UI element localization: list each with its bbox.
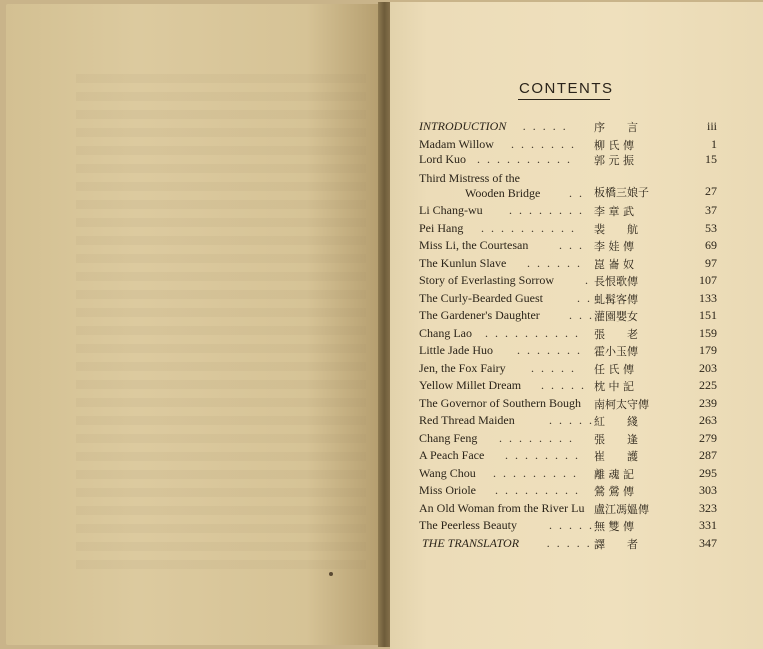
toc-title: Chang Lao bbox=[419, 326, 472, 340]
leader-dots: . . . . . . . bbox=[511, 137, 576, 151]
toc-entry[interactable] bbox=[419, 518, 719, 536]
toc-page-number: 303 bbox=[699, 483, 717, 497]
toc-chinese-title: 序 言 bbox=[594, 121, 638, 134]
toc-title: Little Jade Huo bbox=[419, 343, 493, 357]
toc-page-number: 225 bbox=[699, 378, 717, 392]
toc-entry[interactable] bbox=[419, 361, 719, 379]
toc-page-number: 159 bbox=[699, 326, 717, 340]
leader-dots: . . . . . . . . . . bbox=[485, 326, 580, 340]
toc-chinese-title: 盧江馮媼傳 bbox=[594, 503, 649, 516]
toc-title: Jen, the Fox Fairy bbox=[419, 361, 506, 375]
toc-page-number: 347 bbox=[699, 536, 717, 550]
toc-chinese-title: 裴 航 bbox=[594, 223, 638, 236]
toc-entry[interactable] bbox=[419, 291, 719, 309]
leader-dots: . . . . . . . . bbox=[509, 203, 584, 217]
toc-entry[interactable] bbox=[419, 238, 719, 256]
leader-dots: . . . . . . . . bbox=[505, 448, 580, 462]
leader-dots: . . . . . bbox=[549, 413, 594, 427]
toc-entry[interactable] bbox=[419, 378, 719, 396]
toc-page-number: 287 bbox=[699, 448, 717, 462]
toc-title: The Peerless Beauty bbox=[419, 518, 517, 532]
leader-dots: . . bbox=[577, 291, 592, 305]
toc-entry[interactable] bbox=[419, 152, 719, 170]
toc-chinese-title: 李 章 武 bbox=[594, 205, 634, 218]
toc-page-number: 295 bbox=[699, 466, 717, 480]
toc-title: Lord Kuo bbox=[419, 152, 466, 166]
toc-entry[interactable] bbox=[419, 466, 719, 484]
toc-entry[interactable] bbox=[419, 273, 719, 291]
toc-entry[interactable] bbox=[419, 396, 719, 414]
toc-page-number: 69 bbox=[705, 238, 717, 252]
toc-page-number: 203 bbox=[699, 361, 717, 375]
toc-entry[interactable] bbox=[419, 119, 719, 137]
toc-title: Red Thread Maiden bbox=[419, 413, 515, 427]
toc-title: Miss Li, the Courtesan bbox=[419, 238, 529, 252]
toc-title: Third Mistress of the bbox=[419, 171, 520, 185]
toc-chinese-title: 無 雙 傳 bbox=[594, 520, 634, 533]
toc-entry[interactable] bbox=[419, 448, 719, 466]
toc-chinese-title: 譯 者 bbox=[594, 538, 638, 551]
leader-dots: . . . . . . . . bbox=[499, 431, 574, 445]
toc-chinese-title: 崔 護 bbox=[594, 450, 638, 463]
leader-dots: . . bbox=[569, 186, 584, 200]
toc-chinese-title: 虬髯客傳 bbox=[594, 293, 638, 306]
toc-title: The Governor of Southern Bough bbox=[419, 396, 581, 410]
toc-page-number: 97 bbox=[705, 256, 717, 270]
leader-dots: . . . . . . . bbox=[517, 343, 582, 357]
toc-title: The Gardener's Daughter bbox=[419, 308, 540, 322]
toc-page-number: 323 bbox=[699, 501, 717, 515]
toc-title: Wang Chou bbox=[419, 466, 476, 480]
toc-page-number: 15 bbox=[705, 152, 717, 166]
leader-dots: . . . . . bbox=[523, 119, 568, 133]
toc-page-number: 1 bbox=[711, 137, 717, 151]
leader-dots: . . . . . . . . . bbox=[493, 466, 578, 480]
toc-title: The Kunlun Slave bbox=[419, 256, 507, 270]
leader-dots: . . . bbox=[559, 238, 584, 252]
toc-entry[interactable] bbox=[419, 171, 719, 203]
leader-dots: . . . bbox=[569, 308, 594, 322]
leader-dots: . . . . . . . . . . bbox=[477, 152, 572, 166]
toc-title: An Old Woman from the River Lu bbox=[419, 501, 585, 515]
leader-dots: . . . . . . . . . . bbox=[481, 221, 576, 235]
toc-entry[interactable] bbox=[419, 343, 719, 361]
toc-page-number: 37 bbox=[705, 203, 717, 217]
toc-entry[interactable] bbox=[419, 536, 719, 554]
leader-dots: . . . . . . . . . bbox=[495, 483, 580, 497]
toc-title: INTRODUCTION bbox=[419, 119, 507, 133]
toc-page-number: 279 bbox=[699, 431, 717, 445]
toc-entry[interactable] bbox=[419, 221, 719, 239]
toc-title: Li Chang-wu bbox=[419, 203, 483, 217]
toc-page-number: iii bbox=[706, 119, 717, 133]
toc-title: THE TRANSLATOR bbox=[422, 536, 520, 550]
toc-title: Story of Everlasting Sorrow bbox=[419, 273, 554, 287]
toc-entry[interactable] bbox=[419, 326, 719, 344]
toc-chinese-title: 郭 元 振 bbox=[594, 154, 634, 167]
toc-chinese-title: 離 魂 記 bbox=[594, 468, 634, 481]
toc-chinese-title: 紅 綫 bbox=[594, 415, 638, 428]
toc-chinese-title: 崑 崙 奴 bbox=[594, 258, 634, 271]
leader-dots: . bbox=[585, 273, 590, 287]
toc-chinese-title: 南柯太守傳 bbox=[594, 398, 649, 411]
toc-chinese-title: 長恨歌傳 bbox=[594, 275, 638, 288]
toc-chinese-title: 板橋三娘子 bbox=[594, 186, 649, 199]
toc-entry[interactable] bbox=[419, 501, 719, 519]
toc-page-number: 133 bbox=[699, 291, 717, 305]
toc-title: Madam Willow bbox=[419, 137, 494, 151]
toc-chinese-title: 鶯 鶯 傳 bbox=[594, 485, 634, 498]
toc-chinese-title: 任 氏 傳 bbox=[594, 363, 634, 376]
toc-entry[interactable] bbox=[419, 483, 719, 501]
toc-chinese-title: 張 老 bbox=[594, 328, 638, 341]
toc-chinese-title: 李 娃 傳 bbox=[594, 240, 634, 253]
toc-entry[interactable] bbox=[419, 203, 719, 221]
toc-page-number: 263 bbox=[699, 413, 717, 427]
toc-entry[interactable] bbox=[419, 256, 719, 274]
toc-entry[interactable] bbox=[419, 413, 719, 431]
toc-title-continued: Wooden Bridge bbox=[465, 186, 541, 200]
leader-dots: . . . . . bbox=[531, 361, 576, 375]
toc-page-number: 27 bbox=[705, 184, 717, 198]
toc-title: A Peach Face bbox=[419, 448, 485, 462]
toc-chinese-title: 灌園嬰女 bbox=[594, 310, 638, 323]
title-underline bbox=[518, 99, 610, 100]
toc-title: Yellow Millet Dream bbox=[419, 378, 522, 392]
toc-chinese-title: 枕 中 記 bbox=[594, 380, 634, 393]
toc-entry[interactable] bbox=[419, 308, 719, 326]
page-title: CONTENTS bbox=[519, 80, 614, 97]
ink-spot bbox=[329, 572, 333, 576]
leader-dots: . . . . . bbox=[549, 518, 594, 532]
toc-page-number: 107 bbox=[699, 273, 717, 287]
toc-page-number: 179 bbox=[699, 343, 717, 357]
toc-page-number: 331 bbox=[699, 518, 717, 532]
toc-chinese-title: 霍小玉傳 bbox=[594, 345, 638, 358]
toc-page-number: 53 bbox=[705, 221, 717, 235]
bleed-through-text bbox=[76, 74, 366, 574]
toc-page-number: 151 bbox=[699, 308, 717, 322]
toc-chinese-title: 柳 氏 傳 bbox=[594, 139, 634, 152]
toc-title: Miss Oriole bbox=[419, 483, 476, 497]
toc-title: Chang Feng bbox=[419, 431, 478, 445]
toc-page-number: 239 bbox=[699, 396, 717, 410]
toc-entry[interactable] bbox=[419, 431, 719, 449]
leader-dots: . . . . . . bbox=[547, 536, 602, 550]
toc-title: Pei Hang bbox=[419, 221, 464, 235]
leader-dots: . . . . . . bbox=[527, 256, 582, 270]
toc-chinese-title: 張 逢 bbox=[594, 433, 638, 446]
leader-dots: . . . . . bbox=[541, 378, 586, 392]
left-page bbox=[6, 4, 382, 645]
toc-title: The Curly-Bearded Guest bbox=[419, 291, 543, 305]
